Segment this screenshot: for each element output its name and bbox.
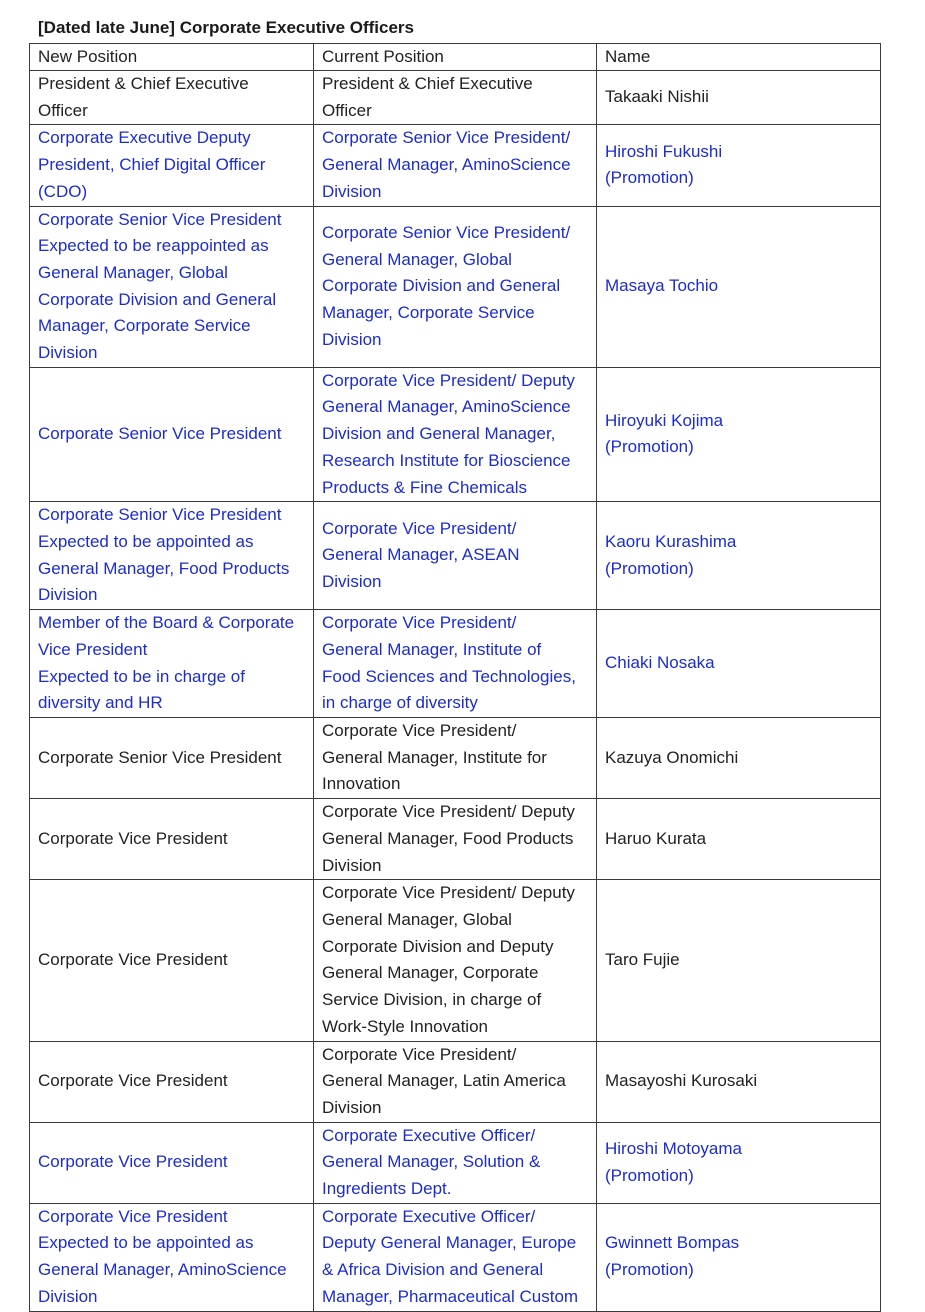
officers-table — [29, 43, 881, 1312]
officer-name-line: (Promotion) — [605, 1165, 694, 1185]
new-position-line: General Manager, AminoScience — [38, 1260, 287, 1280]
new-position-cell — [30, 367, 314, 502]
current-position-line: Food Sciences and Technologies, — [322, 666, 576, 686]
officer-name-cell — [597, 71, 881, 125]
current-position-line: General Manager, Food Products — [322, 828, 574, 848]
current-position-line: Corporate Senior Vice President/ — [322, 222, 571, 242]
table-row — [30, 1203, 881, 1311]
current-position-line: Corporate Senior Vice President/ — [322, 128, 571, 148]
current-position-line: Work-Style Innovation — [322, 1016, 488, 1036]
new-position-line: Expected to be appointed as — [38, 531, 254, 551]
new-position-line: President, Chief Digital Officer — [38, 155, 266, 175]
new-position-line: President & Chief Executive — [38, 74, 249, 93]
officer-name-cell — [597, 799, 881, 880]
current-position-line: Deputy General Manager, Europe — [322, 1233, 577, 1253]
current-position-line: Division — [322, 572, 382, 591]
current-position-cell — [314, 1203, 597, 1311]
officer-name-cell — [597, 1203, 881, 1311]
new-position-line: Vice President — [38, 639, 148, 659]
new-position-line: Corporate Senior Vice President — [38, 424, 282, 444]
current-position-cell — [314, 502, 597, 610]
table-header-row — [30, 44, 881, 71]
current-position-line: Research Institute for Bioscience — [322, 450, 571, 470]
new-position-line: Corporate Executive Deputy — [38, 128, 251, 148]
current-position-line: Service Division, in charge of — [322, 990, 542, 1010]
new-position-line: Corporate Vice President — [38, 950, 228, 970]
current-position-line: Corporate Division and Deputy — [322, 936, 554, 956]
current-position-line: Corporate Vice President/ — [322, 518, 517, 538]
officer-name-cell — [597, 1122, 881, 1203]
current-position-line: Division — [322, 329, 382, 349]
new-position-line: Corporate Division and General — [38, 289, 277, 309]
new-position-line: Corporate Senior Vice President — [38, 505, 282, 525]
current-position-line: General Manager, AminoScience — [322, 397, 571, 417]
officer-name-line: Chiaki Nosaka — [605, 653, 715, 673]
new-position-line: Officer — [38, 100, 88, 120]
officers-table-body — [30, 71, 881, 1312]
current-position-line: Corporate Vice President/ — [322, 721, 517, 741]
new-position-line: Corporate Vice President — [38, 1071, 228, 1091]
current-position-line: President & Chief Executive — [322, 74, 533, 93]
new-position-cell — [30, 1122, 314, 1203]
current-position-cell — [314, 206, 597, 367]
current-position-line: Corporate Executive Officer/ — [322, 1206, 536, 1226]
current-position-line: Division — [322, 1097, 382, 1117]
current-position-line: General Manager, AminoScience — [322, 155, 571, 175]
new-position-line: General Manager, Food Products — [38, 558, 290, 578]
header-name: Name — [597, 44, 881, 71]
new-position-cell — [30, 206, 314, 367]
current-position-line: General Manager, ASEAN — [322, 545, 520, 565]
officer-name-cell — [597, 1041, 881, 1122]
new-position-line: Expected to be reappointed as — [38, 236, 269, 256]
officer-name-line: Masayoshi Kurosaki — [605, 1071, 758, 1091]
new-position-line: Corporate Vice President — [38, 828, 228, 848]
current-position-line: Corporate Vice President/ Deputy — [322, 883, 575, 903]
new-position-line: Expected to be appointed as — [38, 1233, 254, 1253]
officer-name-line: Takaaki Nishii — [605, 87, 709, 107]
current-position-line: in charge of diversity — [322, 693, 478, 713]
officer-name-line: (Promotion) — [605, 1260, 694, 1280]
new-position-line: Manager, Corporate Service — [38, 316, 251, 336]
current-position-line: Manager, Pharmaceutical Custom — [322, 1286, 579, 1306]
current-position-line: Division and General Manager, — [322, 424, 556, 444]
new-position-line: diversity and HR — [38, 693, 163, 713]
new-position-line: Expected to be in charge of — [38, 666, 245, 686]
current-position-cell — [314, 718, 597, 799]
table-row — [30, 1122, 881, 1203]
new-position-cell — [30, 1041, 314, 1122]
current-position-cell — [314, 880, 597, 1041]
current-position-line: Ingredients Dept. — [322, 1179, 452, 1199]
new-position-line: Division — [38, 585, 98, 605]
officer-name-line: Haruo Kurata — [605, 828, 707, 848]
table-row — [30, 125, 881, 206]
officer-name-cell — [597, 502, 881, 610]
officer-name-cell — [597, 206, 881, 367]
officer-name-cell — [597, 880, 881, 1041]
officer-name-cell — [597, 367, 881, 502]
new-position-cell — [30, 799, 314, 880]
table-row — [30, 610, 881, 718]
current-position-line: General Manager, Corporate — [322, 963, 539, 983]
table-row — [30, 367, 881, 502]
current-position-line: General Manager, Institute for — [322, 747, 547, 767]
officer-name-line: Kaoru Kurashima — [605, 531, 737, 551]
new-position-cell — [30, 125, 314, 206]
new-position-cell — [30, 502, 314, 610]
officer-name-line: (Promotion) — [605, 168, 694, 188]
new-position-line: Corporate Senior Vice President — [38, 747, 282, 767]
current-position-line: General Manager, Institute of — [322, 639, 542, 659]
current-position-line: Corporate Vice President/ — [322, 1044, 517, 1064]
current-position-line: General Manager, Solution & — [322, 1152, 541, 1172]
current-position-line: General Manager, Global — [322, 249, 512, 269]
current-position-line: Corporate Division and General — [322, 276, 561, 296]
new-position-cell — [30, 71, 314, 125]
current-position-line: Corporate Vice President/ Deputy — [322, 370, 575, 390]
officer-name-line: Hiroyuki Kojima — [605, 410, 724, 430]
page-title: [Dated late June] Corporate Executive Officers — [38, 18, 415, 37]
new-position-cell — [30, 718, 314, 799]
new-position-line: Division — [38, 343, 98, 363]
new-position-line: (CDO) — [38, 181, 88, 201]
current-position-line: Corporate Vice President/ Deputy — [322, 802, 575, 822]
new-position-line: Corporate Vice President — [38, 1152, 228, 1172]
current-position-line: General Manager, Latin America — [322, 1071, 566, 1091]
current-position-line: Corporate Executive Officer/ — [322, 1125, 536, 1145]
current-position-cell — [314, 1122, 597, 1203]
officer-name-cell — [597, 125, 881, 206]
officer-name-line: Hiroshi Fukushi — [605, 141, 723, 161]
header-new-position: New Position — [30, 44, 314, 71]
current-position-cell — [314, 125, 597, 206]
current-position-cell — [314, 799, 597, 880]
officer-name-line: Masaya Tochio — [605, 276, 719, 296]
table-row — [30, 799, 881, 880]
table-row — [30, 1041, 881, 1122]
new-position-cell — [30, 880, 314, 1041]
current-position-cell — [314, 367, 597, 502]
current-position-cell — [314, 610, 597, 718]
new-position-cell — [30, 1203, 314, 1311]
current-position-line: Innovation — [322, 774, 401, 794]
new-position-cell — [30, 610, 314, 718]
current-position-line: & Africa Division and General — [322, 1260, 544, 1280]
new-position-line: General Manager, Global — [38, 262, 228, 282]
officer-name-line: Gwinnett Bompas — [605, 1233, 740, 1253]
current-position-line: Products & Fine Chemicals — [322, 477, 528, 497]
current-position-line: Corporate Vice President/ — [322, 613, 517, 633]
current-position-line: General Manager, Global — [322, 909, 512, 929]
officer-name-line: Hiroshi Motoyama — [605, 1138, 742, 1158]
current-position-line: Manager, Corporate Service — [322, 302, 535, 322]
table-row — [30, 71, 881, 125]
current-position-line: Division — [322, 181, 382, 201]
new-position-line: Member of the Board & Corporate — [38, 613, 295, 633]
current-position-line: Division — [322, 855, 382, 875]
table-row — [30, 206, 881, 367]
new-position-line: Corporate Vice President — [38, 1206, 228, 1226]
officer-name-line: (Promotion) — [605, 437, 694, 457]
table-row — [30, 718, 881, 799]
new-position-line: Division — [38, 1286, 98, 1306]
officer-name-line: Kazuya Onomichi — [605, 747, 739, 767]
table-row — [30, 502, 881, 610]
officer-name-cell — [597, 718, 881, 799]
officer-name-cell — [597, 610, 881, 718]
header-current-position: Current Position — [314, 44, 597, 71]
new-position-line: Corporate Senior Vice President — [38, 209, 282, 229]
current-position-cell — [314, 71, 597, 125]
officer-name-line: Taro Fujie — [605, 950, 680, 970]
officer-name-line: (Promotion) — [605, 558, 694, 578]
table-row — [30, 880, 881, 1041]
current-position-cell — [314, 1041, 597, 1122]
current-position-line: Officer — [322, 100, 372, 120]
